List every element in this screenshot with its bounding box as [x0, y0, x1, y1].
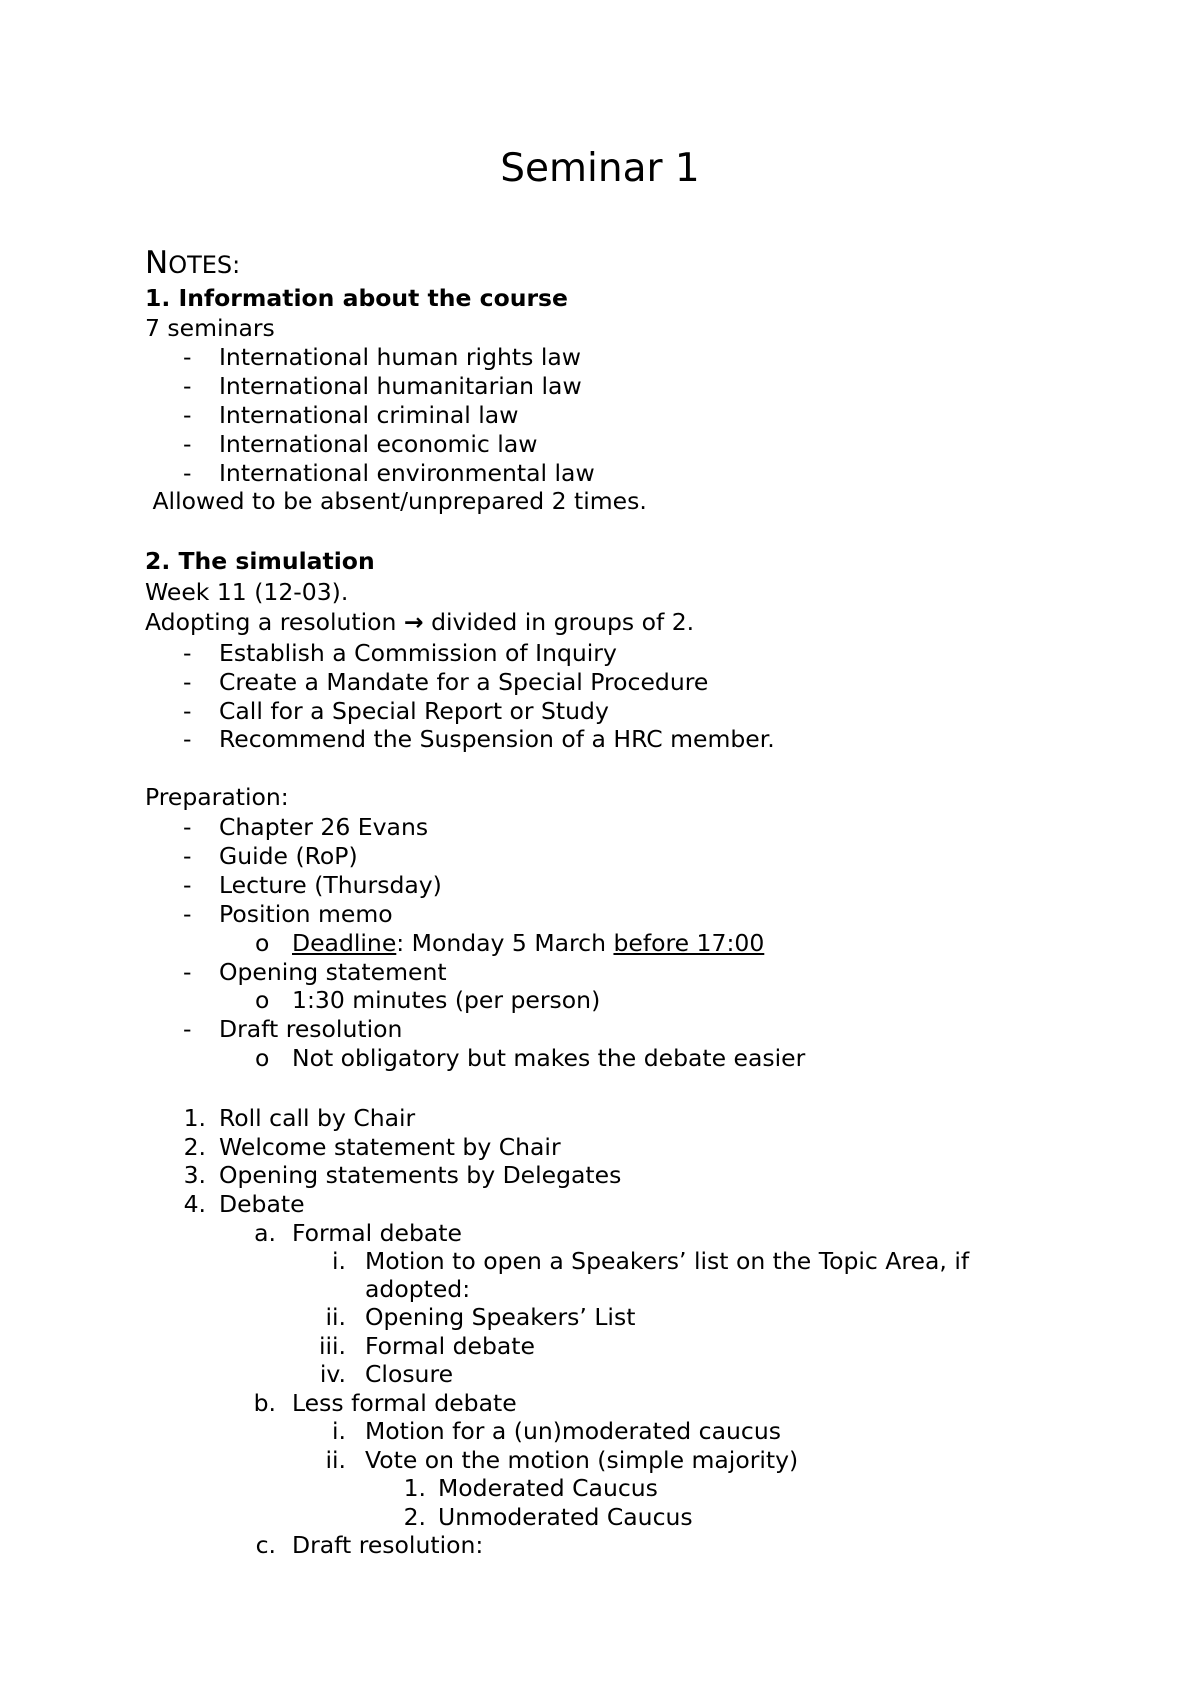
list-item: Guide (RoP) — [219, 842, 358, 870]
list-subsubitem: Vote on the motion (simple majority) — [365, 1446, 799, 1474]
list-item: Opening statements by Delegates — [219, 1161, 622, 1189]
simulation-week: Week 11 (12-03). — [145, 578, 349, 606]
list-roman-ii: ii. — [325, 1446, 346, 1474]
list-subsubitem: Opening Speakers’ List — [365, 1303, 636, 1331]
bullet-dash: - — [183, 639, 192, 667]
list-item: Create a Mandate for a Special Procedure — [219, 668, 709, 696]
seminars-count: 7 seminars — [145, 314, 275, 342]
bullet-dash: - — [183, 725, 192, 753]
list-subitem: Formal debate — [292, 1219, 462, 1247]
bullet-dash: - — [183, 871, 192, 899]
list-item: Welcome statement by Chair — [219, 1133, 561, 1161]
list-number-2: 2. — [403, 1503, 426, 1531]
bullet-dash: - — [183, 697, 192, 725]
list-roman-i: i. — [332, 1247, 346, 1275]
list-subsubitem-continued: adopted: — [365, 1275, 471, 1303]
list-item: Opening statement — [219, 958, 447, 986]
deadline-label: Deadline — [292, 929, 397, 957]
list-number — [390, 1474, 426, 1502]
list-subitem: Draft resolution: — [292, 1531, 484, 1559]
list-roman — [300, 1360, 346, 1388]
list-item: Roll call by Chair — [219, 1104, 416, 1132]
list-item: International environmental law — [219, 459, 595, 487]
list-item: Establish a Commission of Inquiry — [219, 639, 617, 667]
list-item: Draft resolution — [219, 1015, 403, 1043]
list-subitem: 1:30 minutes (per person) — [292, 986, 601, 1014]
list-item: Recommend the Suspension of a HRC member. — [219, 725, 775, 753]
list-number-2: 2. — [183, 1133, 206, 1161]
bullet-circle: o — [255, 1044, 270, 1072]
list-letter — [240, 1219, 276, 1247]
list-letter — [240, 1389, 276, 1417]
bullet-dash: - — [183, 430, 192, 458]
list-letter-c: c. — [255, 1531, 276, 1559]
list-roman-iii: iii. — [318, 1332, 346, 1360]
list-subsubsubitem: Moderated Caucus — [438, 1474, 658, 1502]
list-number — [170, 1161, 206, 1189]
section-heading-simulation: 2. The simulation — [145, 547, 375, 575]
bullet-circle: o — [255, 986, 270, 1014]
list-item: International humanitarian law — [219, 372, 582, 400]
list-subitem: Not obligatory but makes the debate easier — [292, 1044, 806, 1072]
list-roman-i: i. — [332, 1417, 346, 1445]
list-letter — [240, 1531, 276, 1559]
arrow-icon: → — [403, 608, 424, 636]
preparation-label: Preparation: — [145, 783, 289, 811]
list-roman — [300, 1332, 346, 1360]
list-roman-ii: ii. — [325, 1303, 346, 1331]
bullet-dash: - — [183, 842, 192, 870]
list-subitem: Less formal debate — [292, 1389, 517, 1417]
list-number — [170, 1190, 206, 1218]
bullet-dash: - — [183, 343, 192, 371]
bullet-dash: - — [183, 372, 192, 400]
list-roman-iv: iv. — [319, 1360, 346, 1388]
adopting-line — [145, 608, 694, 636]
list-subsubitem: Motion for a (un)moderated caucus — [365, 1417, 781, 1445]
absence-note: Allowed to be absent/unprepared 2 times. — [145, 487, 647, 515]
list-roman — [300, 1247, 346, 1275]
list-subsubitem: Formal debate — [365, 1332, 535, 1360]
list-item: Chapter 26 Evans — [219, 813, 429, 841]
list-item: International economic law — [219, 430, 538, 458]
list-subsubitem: Closure — [365, 1360, 454, 1388]
bullet-dash: - — [183, 1015, 192, 1043]
bullet-dash: - — [183, 668, 192, 696]
list-item: Position memo — [219, 900, 393, 928]
notes-heading-initial: N — [145, 245, 169, 281]
list-number-4: 4. — [183, 1190, 206, 1218]
bullet-circle: o — [255, 929, 270, 957]
list-item: International criminal law — [219, 401, 519, 429]
page-title: Seminar 1 — [500, 146, 700, 191]
deadline-line — [292, 929, 764, 957]
list-subsubsubitem: Unmoderated Caucus — [438, 1503, 693, 1531]
notes-heading-rest: OTES: — [168, 251, 241, 279]
adopting-text: Adopting a resolution — [145, 608, 404, 636]
bullet-dash: - — [183, 459, 192, 487]
list-item: Call for a Special Report or Study — [219, 697, 609, 725]
list-number — [170, 1133, 206, 1161]
section-heading-course: 1. Information about the course — [145, 284, 568, 312]
bullet-dash: - — [183, 958, 192, 986]
list-number — [390, 1503, 426, 1531]
list-number-3: 3. — [183, 1161, 206, 1189]
list-letter-b: b. — [253, 1389, 276, 1417]
deadline-date: : Monday 5 March — [396, 929, 614, 957]
bullet-dash: - — [183, 813, 192, 841]
deadline-time: before 17:00 — [613, 929, 765, 957]
notes-heading — [145, 245, 240, 283]
list-roman — [300, 1446, 346, 1474]
list-subsubitem: Motion to open a Speakers’ list on the Topic Area, if — [365, 1247, 970, 1275]
adopting-text-rest: divided in groups of 2. — [423, 608, 695, 636]
list-number — [170, 1104, 206, 1132]
list-roman — [300, 1303, 346, 1331]
list-letter-a: a. — [254, 1219, 276, 1247]
list-item: Lecture (Thursday) — [219, 871, 442, 899]
bullet-dash: - — [183, 401, 192, 429]
list-number-1: 1. — [403, 1474, 426, 1502]
list-roman — [300, 1417, 346, 1445]
bullet-dash: - — [183, 900, 192, 928]
list-item: International human rights law — [219, 343, 581, 371]
list-number-1: 1. — [183, 1104, 206, 1132]
list-item: Debate — [219, 1190, 305, 1218]
